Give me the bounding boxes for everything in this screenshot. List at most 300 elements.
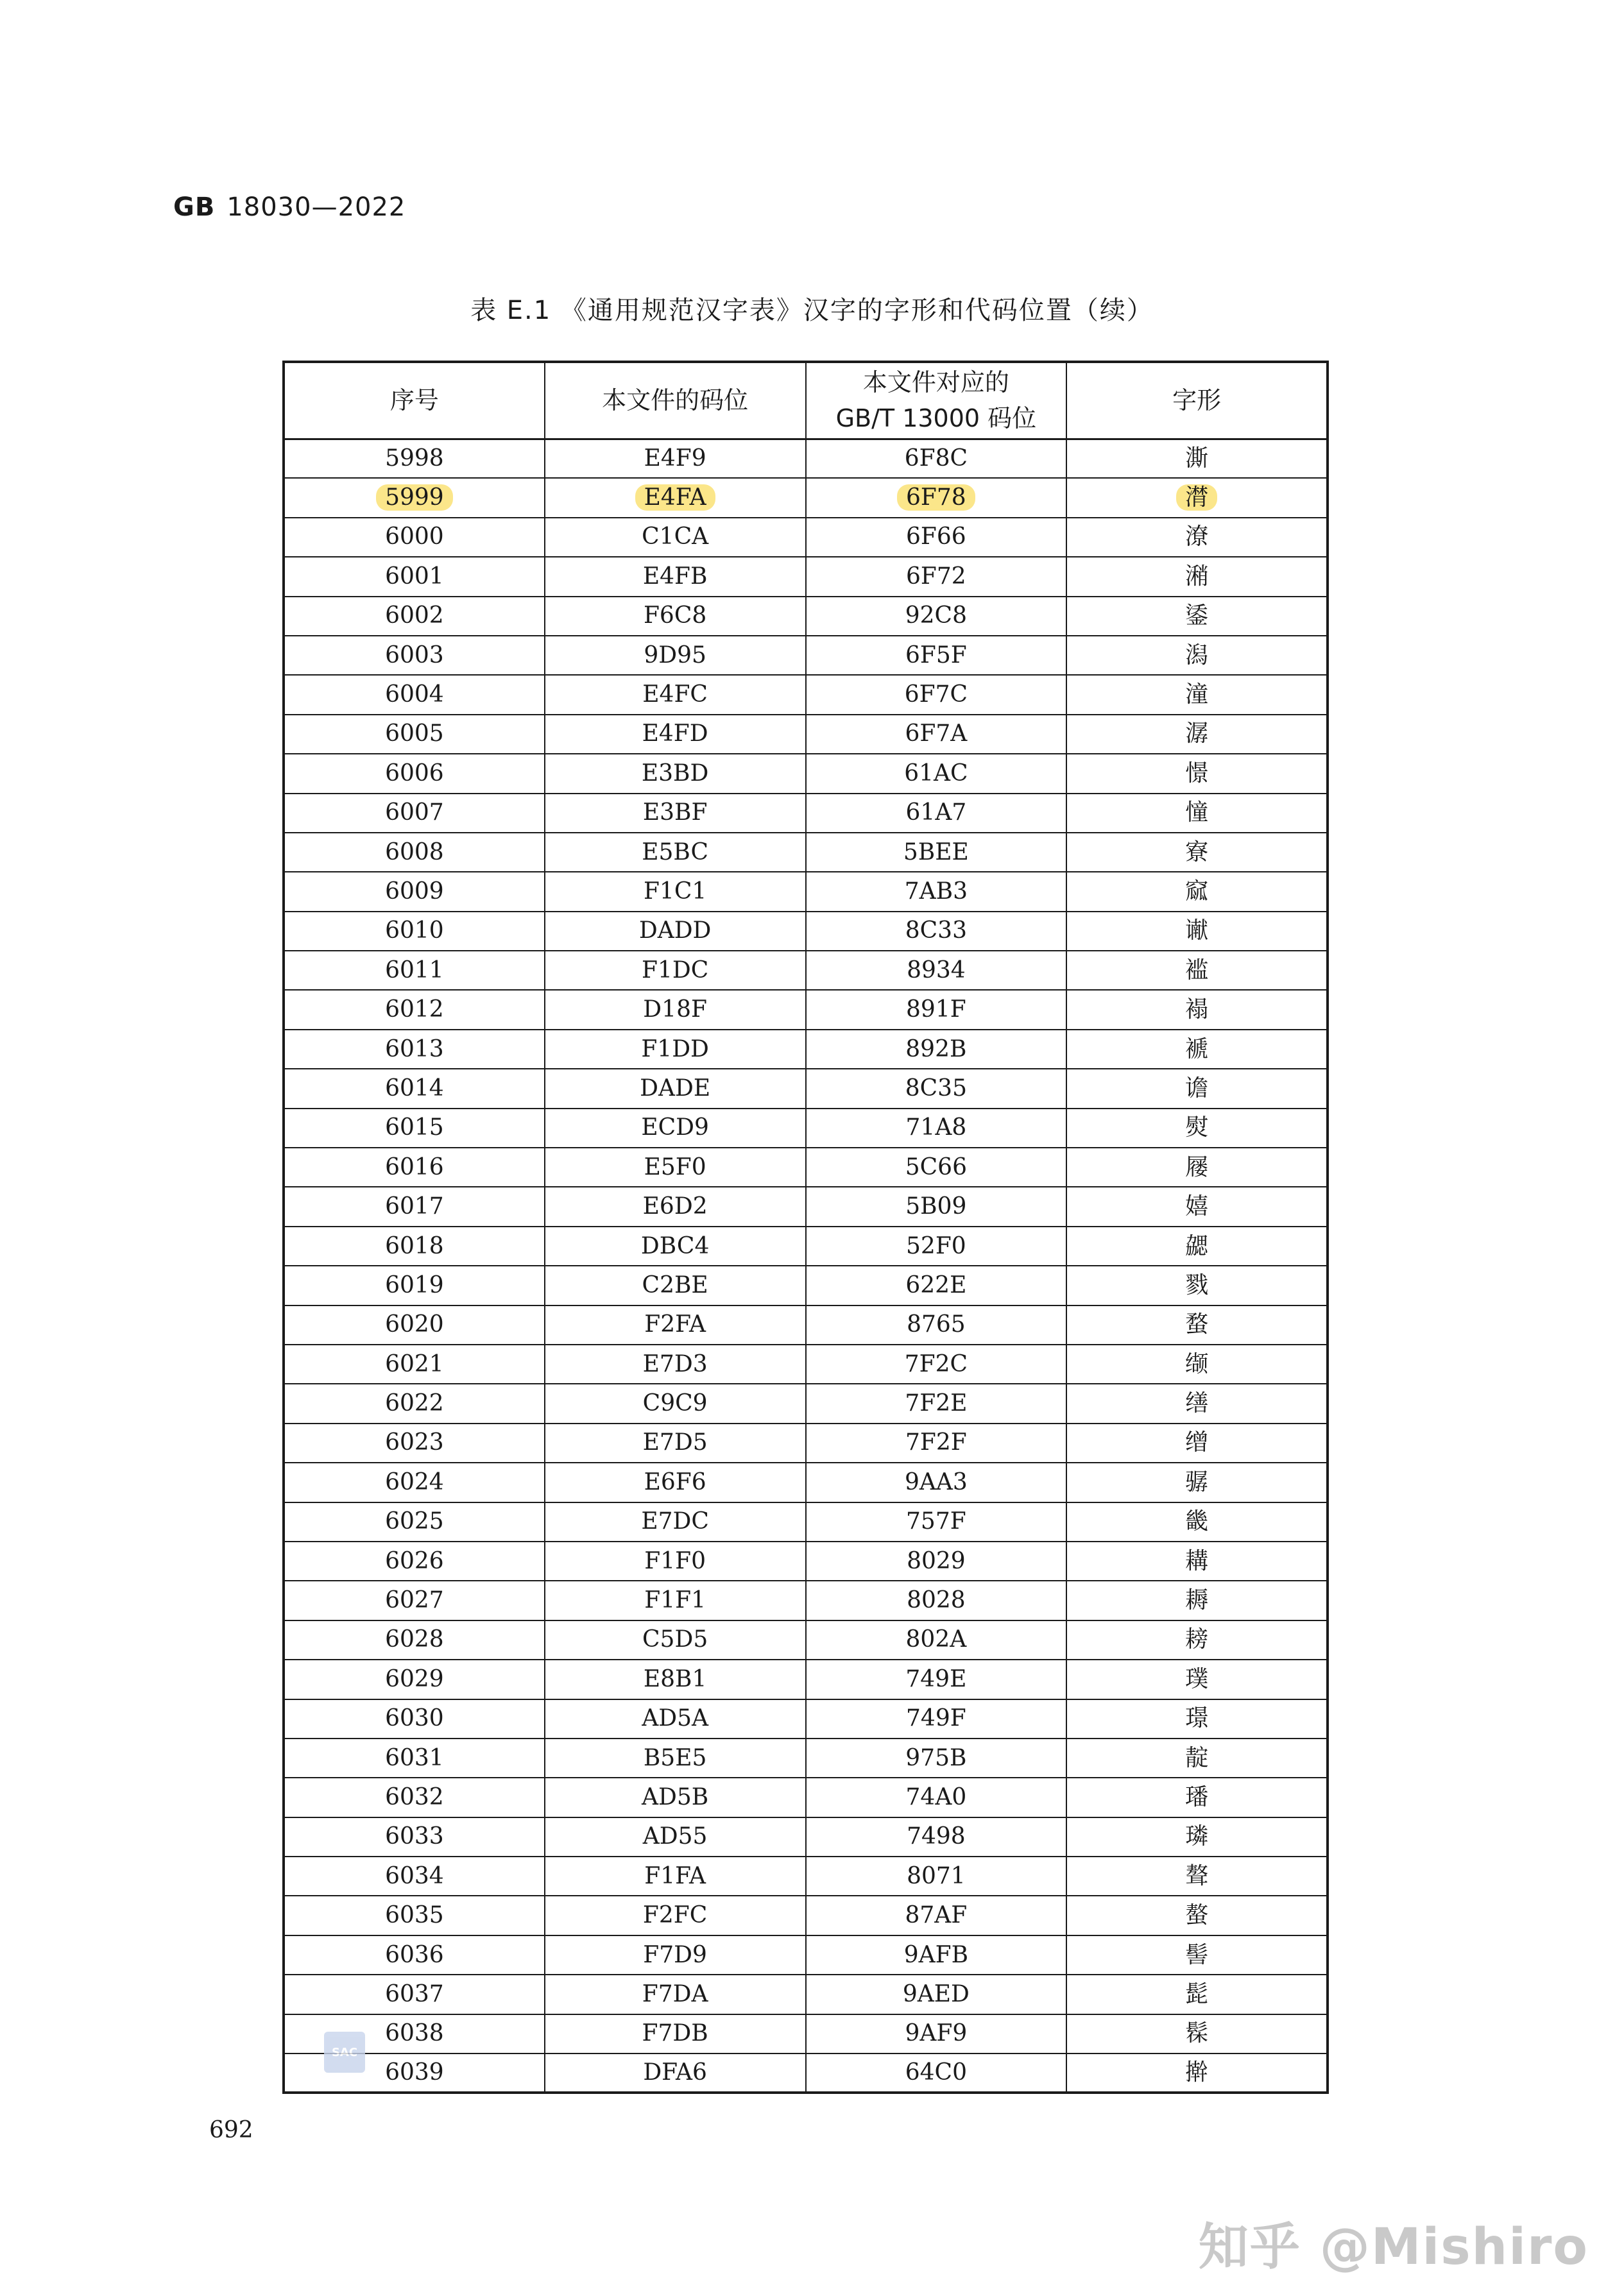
table-row [284, 794, 1328, 833]
cell-code [545, 1187, 806, 1226]
cell-glyph [1066, 1620, 1328, 1660]
cell-ucs-text: 8765 [907, 1311, 966, 1338]
cell-serial-text: 6011 [385, 957, 444, 983]
cell-serial-text: 6033 [385, 1823, 444, 1850]
cell-glyph [1066, 1345, 1328, 1384]
cell-glyph [1066, 675, 1328, 714]
cell-glyph [1066, 990, 1328, 1029]
cell-ucs-text: 71A8 [905, 1114, 967, 1141]
table-row [284, 1502, 1328, 1542]
cell-code-text: F7DB [642, 2020, 708, 2047]
cell-code [545, 1227, 806, 1266]
cell-serial-text: 6013 [385, 1035, 444, 1062]
cell-serial [284, 675, 545, 714]
cell-glyph [1066, 1109, 1328, 1148]
table-header-row [284, 362, 1328, 439]
table-row [284, 912, 1328, 951]
cell-code [545, 1502, 806, 1542]
cell-ucs [806, 1424, 1067, 1463]
cell-code [545, 557, 806, 596]
cell-serial-text: 6014 [385, 1075, 444, 1101]
cell-serial-text: 6015 [385, 1114, 444, 1141]
cell-glyph-text: 憬 [1185, 760, 1209, 787]
cell-code-text: E5F0 [644, 1153, 706, 1180]
cell-serial-text: 6032 [385, 1783, 444, 1810]
cell-glyph-text: 潼 [1185, 681, 1209, 708]
cell-glyph [1066, 1424, 1328, 1463]
cell-ucs-text: 7F2C [904, 1350, 968, 1377]
cell-code-text: F1C1 [643, 878, 707, 905]
cell-glyph-text: 璘 [1185, 1823, 1209, 1850]
cell-serial-text: 5998 [385, 445, 444, 472]
cell-glyph-text: 耪 [1185, 1626, 1209, 1653]
cell-code [545, 636, 806, 675]
cell-serial-text: 5999 [376, 484, 453, 511]
standard-code: 18030—2022 [227, 192, 406, 222]
cell-serial-text: 6021 [385, 1350, 444, 1377]
table-row [284, 951, 1328, 990]
cell-ucs-text: 891F [906, 996, 966, 1023]
cell-ucs-text: 92C8 [905, 602, 967, 629]
cell-ucs-text: 8029 [907, 1547, 966, 1574]
cell-ucs-text: 6F72 [906, 563, 966, 590]
cell-code-text: F6C8 [643, 602, 707, 629]
cell-code-text: F7D9 [643, 1941, 707, 1968]
cell-code [545, 439, 806, 478]
cell-serial [284, 1542, 545, 1581]
cell-ucs-text: 8C35 [905, 1075, 967, 1101]
table-row [284, 1227, 1328, 1266]
cell-ucs [806, 1620, 1067, 1660]
cell-glyph [1066, 1463, 1328, 1502]
cell-ucs [806, 1187, 1067, 1226]
cell-glyph [1066, 1660, 1328, 1699]
cell-ucs-text: 8934 [907, 957, 966, 983]
cell-serial [284, 1463, 545, 1502]
cell-code-text: F1DC [641, 957, 709, 983]
table-row [284, 1345, 1328, 1384]
cell-serial-text: 6024 [385, 1468, 444, 1495]
cell-code [545, 1699, 806, 1739]
cell-glyph-text: 璟 [1185, 1705, 1209, 1732]
cell-glyph [1066, 1817, 1328, 1857]
cell-serial [284, 1030, 545, 1069]
cell-glyph-text: 谵 [1185, 1075, 1209, 1101]
cell-code-text: AD55 [642, 1823, 708, 1850]
cell-code [545, 1975, 806, 2014]
cell-code-text: F2FA [644, 1311, 706, 1338]
cell-code-text: ECD9 [641, 1114, 709, 1141]
cell-ucs [806, 597, 1067, 636]
table-row [284, 2054, 1328, 2093]
cell-glyph-text: 螯 [1185, 1902, 1209, 1929]
cell-ucs [806, 1542, 1067, 1581]
cell-ucs [806, 1857, 1067, 1896]
cell-serial [284, 1935, 545, 1975]
cell-serial-text: 6031 [385, 1744, 444, 1771]
cell-glyph-text: 耨 [1185, 1587, 1209, 1614]
cell-code-text: E8B1 [643, 1665, 707, 1692]
table-row [284, 754, 1328, 793]
cell-serial-text: 6017 [385, 1193, 444, 1220]
cell-serial [284, 1857, 545, 1896]
cell-serial [284, 2014, 545, 2054]
cell-serial [284, 1896, 545, 1935]
cell-glyph [1066, 636, 1328, 675]
table-row [284, 1857, 1328, 1896]
cell-code-text: E7D5 [642, 1429, 708, 1456]
cell-serial [284, 872, 545, 911]
cell-code-text: DADE [640, 1075, 711, 1101]
cell-ucs-text: 6F7A [905, 720, 968, 747]
table-row [284, 1148, 1328, 1187]
table-row [284, 1030, 1328, 1069]
table-row [284, 990, 1328, 1029]
table-row [284, 1424, 1328, 1463]
cell-ucs [806, 715, 1067, 754]
cell-glyph-text: 褴 [1185, 957, 1209, 983]
cell-code [545, 2014, 806, 2054]
cell-code-text: E6D2 [642, 1193, 708, 1220]
cell-ucs-text: 7F2E [905, 1390, 968, 1417]
cell-ucs [806, 1699, 1067, 1739]
cell-ucs-text: 74A0 [905, 1783, 967, 1810]
cell-serial [284, 833, 545, 872]
cell-glyph [1066, 2014, 1328, 2054]
cell-code [545, 1935, 806, 1975]
cell-code [545, 1424, 806, 1463]
table-row [284, 1109, 1328, 1148]
cell-code [545, 478, 806, 517]
cell-glyph [1066, 1384, 1328, 1423]
cell-code-text: E4FB [642, 563, 708, 590]
cell-ucs [806, 1305, 1067, 1345]
cell-ucs-text: 6F5F [905, 642, 967, 668]
cell-serial-text: 6035 [385, 1902, 444, 1929]
cell-glyph [1066, 1778, 1328, 1817]
cell-serial [284, 518, 545, 557]
cell-glyph [1066, 872, 1328, 911]
table-row [284, 478, 1328, 517]
cell-code-text: F1F1 [644, 1587, 706, 1614]
cell-glyph [1066, 1581, 1328, 1620]
cell-ucs [806, 1463, 1067, 1502]
cell-ucs [806, 1384, 1067, 1423]
cell-ucs [806, 794, 1067, 833]
cell-serial-text: 6018 [385, 1232, 444, 1259]
table-row [284, 833, 1328, 872]
cell-ucs [806, 1502, 1067, 1542]
cell-ucs-text: 6F66 [906, 523, 966, 550]
col-header-glyph: 字形 [1066, 362, 1328, 439]
cell-code-text: E4FA [635, 484, 715, 511]
cell-ucs-text: 5BEE [903, 838, 969, 865]
cell-serial-text: 6036 [385, 1941, 444, 1968]
cell-ucs [806, 1660, 1067, 1699]
code-table [282, 361, 1329, 2094]
table-row [284, 1581, 1328, 1620]
cell-ucs [806, 518, 1067, 557]
cell-glyph-text: 屦 [1185, 1153, 1209, 1180]
cell-serial [284, 1069, 545, 1108]
cell-glyph-text: 璠 [1185, 1783, 1209, 1810]
table-row [284, 1069, 1328, 1108]
cell-glyph-text: 憧 [1185, 799, 1209, 826]
cell-serial-text: 6020 [385, 1311, 444, 1338]
table-row [284, 1935, 1328, 1975]
cell-ucs [806, 1109, 1067, 1148]
cell-ucs [806, 1030, 1067, 1069]
cell-code [545, 1581, 806, 1620]
cell-glyph [1066, 1187, 1328, 1226]
cell-ucs [806, 1975, 1067, 2014]
cell-serial [284, 1581, 545, 1620]
cell-code [545, 912, 806, 951]
cell-serial-text: 6002 [385, 602, 444, 629]
col-header-ucs: 本文件对应的 GB/T 13000 码位 [806, 362, 1067, 439]
cell-serial-text: 6026 [385, 1547, 444, 1574]
cell-code [545, 1660, 806, 1699]
cell-serial [284, 1227, 545, 1266]
table-row [284, 1620, 1328, 1660]
cell-code-text: B5E5 [643, 1744, 707, 1771]
cell-glyph-text: 潟 [1185, 642, 1209, 668]
table-row [284, 1187, 1328, 1226]
cell-glyph-text: 褫 [1185, 1035, 1209, 1062]
cell-code [545, 1778, 806, 1817]
page-number: 692 [209, 2117, 253, 2143]
cell-code-text: E7D3 [642, 1350, 708, 1377]
cell-code [545, 754, 806, 793]
cell-code [545, 951, 806, 990]
cell-glyph-text: 寮 [1185, 838, 1209, 865]
cell-glyph-text: 潦 [1185, 523, 1209, 550]
cell-serial-text: 6028 [385, 1626, 444, 1653]
cell-glyph [1066, 1857, 1328, 1896]
cell-serial [284, 1305, 545, 1345]
cell-code-text: E4F9 [644, 445, 706, 472]
table-row [284, 1699, 1328, 1739]
cell-code [545, 2054, 806, 2093]
cell-ucs-text: 802A [905, 1626, 967, 1653]
cell-ucs [806, 1345, 1067, 1384]
cell-code [545, 833, 806, 872]
cell-serial-text: 6025 [385, 1508, 444, 1535]
cell-serial-text: 6038 [385, 2020, 444, 2047]
cell-serial [284, 439, 545, 478]
table-row [284, 518, 1328, 557]
cell-code [545, 518, 806, 557]
cell-glyph-text: 蝥 [1185, 1311, 1209, 1338]
table-row [284, 1817, 1328, 1857]
cell-serial-text: 6001 [385, 563, 444, 590]
cell-glyph-text: 聱 [1185, 1862, 1209, 1889]
col-header-code: 本文件的码位 [545, 362, 806, 439]
cell-glyph-text: 澌 [1185, 445, 1209, 472]
cell-serial [284, 1620, 545, 1660]
cell-code [545, 1817, 806, 1857]
cell-code-text: D18F [643, 996, 707, 1023]
cell-code [545, 1305, 806, 1345]
cell-code-text: E6F6 [644, 1468, 706, 1495]
cell-code [545, 1030, 806, 1069]
cell-glyph [1066, 439, 1328, 478]
cell-ucs-text: 6F8C [904, 445, 968, 472]
cell-code-text: DFA6 [643, 2059, 707, 2086]
cell-glyph [1066, 2054, 1328, 2093]
cell-code [545, 1896, 806, 1935]
table-row [284, 636, 1328, 675]
cell-serial-text: 6008 [385, 838, 444, 865]
cell-glyph-text: 鋈 [1185, 602, 1209, 629]
cell-ucs [806, 951, 1067, 990]
cell-glyph [1066, 1975, 1328, 2014]
cell-ucs-text: 6F7C [904, 681, 968, 708]
cell-glyph [1066, 557, 1328, 596]
cell-ucs [806, 439, 1067, 478]
cell-serial-text: 6023 [385, 1429, 444, 1456]
cell-serial [284, 1817, 545, 1857]
cell-glyph-text: 潺 [1185, 720, 1209, 747]
cell-code-text: F2FC [642, 1902, 708, 1929]
cell-glyph-text: 骣 [1185, 1468, 1209, 1495]
cell-glyph-text: 嬉 [1185, 1193, 1209, 1220]
cell-glyph-text: 熨 [1185, 1114, 1209, 1141]
cell-code-text: AD5A [642, 1705, 708, 1732]
cell-glyph [1066, 1699, 1328, 1739]
cell-glyph-text: 缬 [1185, 1350, 1209, 1377]
cell-code-text: F1FA [644, 1862, 706, 1889]
cell-code-text: C2BE [642, 1271, 708, 1298]
table-row [284, 872, 1328, 911]
standard-number [173, 192, 406, 222]
table-row [284, 1384, 1328, 1423]
cell-ucs-text: 6F78 [897, 484, 975, 511]
cell-ucs [806, 1739, 1067, 1778]
cell-serial-text: 6034 [385, 1862, 444, 1889]
cell-glyph-text: 髻 [1185, 1941, 1209, 1968]
cell-code [545, 1857, 806, 1896]
cell-serial [284, 478, 545, 517]
cell-code-text: DADD [638, 917, 712, 944]
cell-serial-text: 6016 [385, 1153, 444, 1180]
cell-serial-text: 6019 [385, 1271, 444, 1298]
cell-code-text: C5D5 [642, 1626, 708, 1653]
cell-glyph [1066, 754, 1328, 793]
cell-ucs [806, 1227, 1067, 1266]
cell-ucs [806, 2054, 1067, 2093]
cell-ucs [806, 2014, 1067, 2054]
cell-ucs-text: 52F0 [906, 1232, 966, 1259]
cell-code [545, 794, 806, 833]
cell-glyph-text: 潲 [1185, 563, 1209, 590]
cell-code-text: E4FD [642, 720, 708, 747]
cell-ucs-text: 9AED [902, 1980, 970, 2007]
cell-serial [284, 1660, 545, 1699]
cell-glyph-text: 潸 [1176, 484, 1217, 511]
cell-glyph-text: 靛 [1185, 1744, 1209, 1771]
cell-ucs [806, 478, 1067, 517]
cell-code [545, 1542, 806, 1581]
cell-code-text: E3BD [641, 760, 709, 787]
cell-code [545, 990, 806, 1029]
cell-glyph [1066, 715, 1328, 754]
cell-glyph-text: 褟 [1185, 996, 1209, 1023]
cell-serial [284, 636, 545, 675]
table-row [284, 1305, 1328, 1345]
cell-serial [284, 715, 545, 754]
cell-glyph [1066, 1896, 1328, 1935]
cell-serial-text: 6004 [385, 681, 444, 708]
cell-serial [284, 1975, 545, 2014]
cell-ucs [806, 1581, 1067, 1620]
cell-serial [284, 794, 545, 833]
cell-code-text: C9C9 [642, 1390, 708, 1417]
cell-glyph-text: 畿 [1185, 1508, 1209, 1535]
cell-ucs-text: 8C33 [905, 917, 967, 944]
cell-serial [284, 754, 545, 793]
cell-glyph [1066, 833, 1328, 872]
cell-code-text: F1F0 [644, 1547, 706, 1574]
cell-glyph [1066, 951, 1328, 990]
cell-ucs [806, 1817, 1067, 1857]
cell-serial [284, 1148, 545, 1187]
cell-glyph-text: 谳 [1185, 917, 1209, 944]
cell-glyph-text: 戮 [1185, 1271, 1209, 1298]
cell-serial-text: 6037 [385, 1980, 444, 2007]
cell-ucs [806, 675, 1067, 714]
cell-serial [284, 1502, 545, 1542]
cell-code-text: C1CA [642, 523, 709, 550]
table-row [284, 597, 1328, 636]
cell-ucs-text: 8028 [907, 1587, 966, 1614]
cell-serial-text: 6030 [385, 1705, 444, 1732]
table-row [284, 1266, 1328, 1305]
cell-serial [284, 1266, 545, 1305]
cell-code [545, 1345, 806, 1384]
cell-ucs [806, 1935, 1067, 1975]
cell-ucs [806, 1896, 1067, 1935]
cell-ucs-text: 9AF9 [905, 2020, 968, 2047]
cell-ucs-text: 5B09 [905, 1193, 967, 1220]
cell-ucs [806, 557, 1067, 596]
cell-code-text: F7DA [642, 1980, 708, 2007]
cell-serial-text: 6007 [385, 799, 444, 826]
cell-serial-text: 6012 [385, 996, 444, 1023]
table-row [284, 1975, 1328, 2014]
cell-ucs [806, 872, 1067, 911]
cell-glyph-text: 髹 [1185, 2020, 1209, 2047]
cell-code [545, 1069, 806, 1108]
table-body [284, 439, 1328, 2093]
cell-glyph [1066, 794, 1328, 833]
cell-glyph [1066, 1502, 1328, 1542]
cell-serial [284, 1345, 545, 1384]
table-row [284, 1660, 1328, 1699]
cell-ucs-text: 749F [906, 1705, 966, 1732]
cell-glyph [1066, 1227, 1328, 1266]
table-row [284, 1463, 1328, 1502]
cell-serial [284, 1109, 545, 1148]
cell-serial-text: 6005 [385, 720, 444, 747]
cell-serial-text: 6039 [385, 2059, 444, 2086]
cell-code-text: E7DC [641, 1508, 709, 1535]
cell-ucs-text: 975B [905, 1744, 967, 1771]
watermark: 知乎 @Mishiro [1198, 2218, 1589, 2276]
cell-glyph-text: 耩 [1185, 1547, 1209, 1574]
cell-serial [284, 1384, 545, 1423]
cell-glyph [1066, 597, 1328, 636]
